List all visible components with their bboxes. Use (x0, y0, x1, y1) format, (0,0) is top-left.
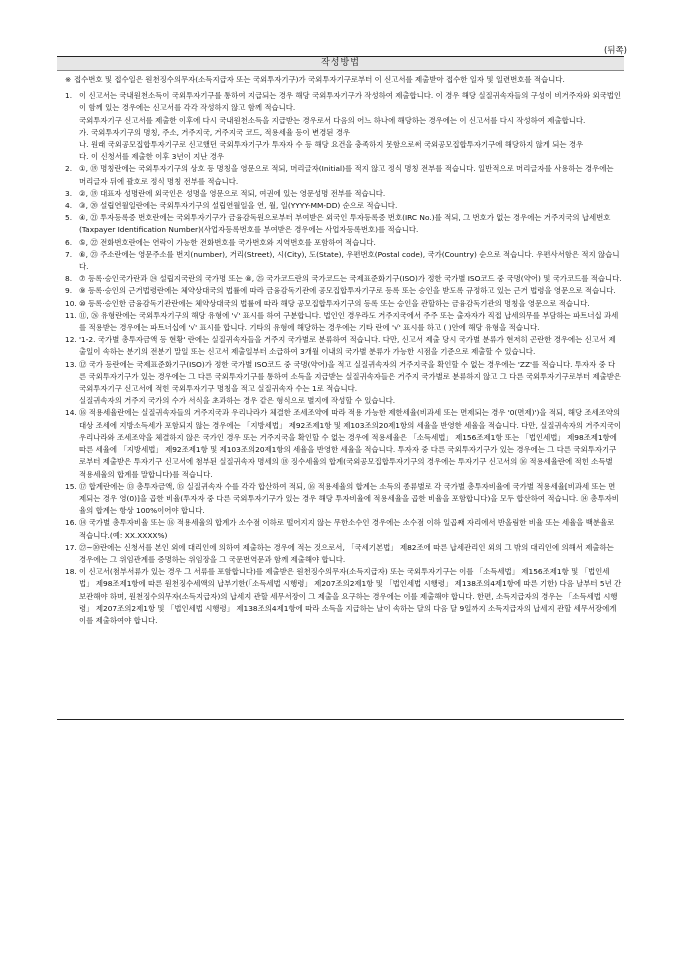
sub-item-text: 국외투자기구의 명칭, 주소, 거주지국, 거주지국 코드, 적용세율 등이 변경된 경우 (91, 127, 351, 137)
item-body (79, 334, 622, 358)
item-paragraph: ⑯ 적용세율란에는 실질귀속자들의 거주지국과 우리나라가 체결한 조세조약에 따라 적용 가능한 제한세율(비과세 또는 면제되는 경우 '0(면제)')을 적되, 해당 조세조약의 대상 조세에 지방소득세가 포함되지 않는 경우에는 「지방세법」 제92조제1항 및 제103조의20제1항의 세율을 반영한 세율을 적습니다. 다만, 실질귀속자의 거주지국이 우리나라와 조세조약을 체결하지 않은 국가인 경우 또는 거주지국을 확인할 수 없는 경우에 적용세율은 「소득세법」 제156조제1항 또는 「법인세법」 제98조제1항에 따른 세율에 「지방세법」 제92조제1항 및 제103조의20제1항의 세율을 반영한 세율을 적습니다. 투자자 중 다른 국외투자기구가 있는 경우에는 그 다른 국외투자기구로부터 제출받은 투자기구 신고서에 첨부된 실질귀속자 명세의 ⑱ 징수세율의 합계(국외공모집합투자기구의 경우에는 투자기구 신고서의 ⑯ 적용세율란에 적힌 소득별 적용세율의 합계를 말합니다)를 적습니다. (79, 408, 622, 479)
item-number: 17. (65, 542, 77, 552)
item-number: 7. (65, 249, 73, 259)
sub-item (79, 139, 622, 151)
item-body (79, 407, 622, 480)
instruction-item (65, 407, 622, 480)
instruction-list (65, 90, 622, 627)
instruction-item (65, 517, 622, 541)
item-paragraph: ⑤, ㉒ 전화번호란에는 연락이 가능한 전화번호를 국가번호와 지역번호를 포함하여 적습니다. (79, 237, 376, 247)
item-number: 5. (65, 213, 73, 223)
item-paragraph: ⑦ 등록·승인국가란과 ㉔ 설립지국란의 국가명 또는 ⑧, ㉕ 국가코드란의 국가코드는 국제표준화기구(ISO)가 정한 국가별 ISO코드 중 국명(약어) 및 국가코드를 적습니다. (79, 274, 622, 284)
instruction-item (65, 90, 622, 163)
item-paragraph: ②, ⑲ 대표자 성명란에 외국인은 성명을 영문으로 적되, 여권에 있는 영문성명 전부를 적습니다. (79, 188, 386, 198)
item-body (79, 566, 622, 627)
sub-item-mark: 나. (79, 140, 89, 150)
item-body (79, 298, 622, 310)
item-number: 9. (65, 286, 73, 296)
item-number: 2. (65, 164, 73, 174)
instruction-item (65, 298, 622, 310)
item-body (79, 237, 622, 249)
sub-item (79, 127, 622, 139)
item-paragraph: ⑫ 국가 등란에는 국제표준화기구(ISO)가 정한 국가별 ISO코드 중 국명(약어)을 적고 실질귀속자의 거주지국을 확인할 수 없는 경우에는 'ZZ'를 적습니다. 투자자 중 다른 국외투자기구가 있는 경우에는 그 다른 국외투자기구를 통하여 소득을 지급받는 실질귀속자들은 거주지 국가별로 분류하지 않고 그 다른 국외투자기구로부터 제출받은 국외투자기구 신고서에 적힌 국외투자기구 명칭을 적고 실질귀속자 수는 1로 적습니다. (79, 359, 622, 394)
note-mark: ※ (65, 75, 72, 84)
item-body (79, 481, 622, 518)
instruction-item (65, 334, 622, 358)
item-paragraph: ⑪, ㉖ 유형란에는 국외투자기구의 해당 유형에 '√' 표시를 하여 구분합니다. 법인인 경우라도 거주지국에서 주주 또는 출자자가 직접 납세의무를 부담하는 파트너십 과세를 적용받는 경우에는 파트너십에 '√' 표시를 합니다. 기타의 유형에 해당하는 경우에는 기타 란에 '√' 표시를 하고 ( )안에 해당 유형을 적습니다. (79, 310, 619, 333)
item-paragraph: ⑥, ㉓ 주소란에는 영문주소를 번지(number), 거리(Street), 시(City), 도(State), 우편번호(Postal code), 국가(Country) 순으로 적습니다. 우편사서함은 적지 않습니다. (79, 249, 620, 272)
item-paragraph: ④, ㉑ 투자등록증 번호란에는 국외투자기구가 금융감독원으로부터 부여받은 외국인 투자등록증 번호(IRC No.)를 적되, 그 번호가 없는 경우에는 거주지국의 납세번호(Taxpayer Identification Number)(사업자등록번호를 부여받은 경우에는 사업자등록번호)를 적습니다. (79, 213, 611, 235)
instruction-item (65, 359, 622, 408)
instruction-item (65, 566, 622, 627)
sub-item-text: 이 신청서를 제출한 이후 3년이 지난 경우 (91, 152, 225, 162)
item-paragraph: 이 신고서는 국내원천소득이 국외투자기구를 통하여 지급되는 경우 해당 국외투자기구가 작성하여 제출합니다. 이 경우 해당 실질귀속자들의 구성이 비거주자와 외국법인이 함께 있는 경우에는 신고서를 각각 작성하지 않고 함께 적습니다. (79, 91, 622, 113)
note-text: 접수번호 및 접수일은 원천징수의무자(소득지급자 또는 국외투자기구)가 국외투자기구로부터 이 신고서를 제출받아 접수한 일자 및 일련번호를 적습니다. (74, 75, 565, 84)
item-number: 13. (65, 359, 77, 369)
item-paragraph: ①, ⑲ 명칭란에는 국외투자기구의 상호 등 명칭을 영문으로 적되, 머리글자(Initial)를 적지 않고 정식 명칭 전부를 적습니다. 일반적으로 머리글자를 사용하는 경우에는 머리글자 뒤에 괄호로 정식 명칭 전부를 적습니다. (79, 164, 614, 186)
item-body (79, 212, 622, 236)
sub-item (79, 151, 622, 163)
item-body (79, 517, 622, 541)
item-number: 18. (65, 567, 77, 577)
item-paragraph: 국외투자기구 신고서를 제출한 이후에 다시 국내원천소득을 지급받는 경우로서 다음의 어느 하나에 해당하는 경우에는 이 신고서를 다시 작성하여 제출합니다. (79, 115, 586, 125)
item-number: 11. (65, 310, 77, 320)
item-paragraph: ③, ⑳ 설립연월일란에는 국외투자기구의 설립연월일을 연, 월, 일(YYYY-MM-DD) 순으로 적습니다. (79, 201, 398, 211)
sub-item-text: 원래 국외공모집합투자기구로 신고했던 국외투자기구가 투자자 수 등 해당 요건을 충족하지 못함으로써 국외공모집합투자기구에 해당하지 않게 되는 경우 (91, 140, 584, 150)
item-body (79, 200, 622, 212)
item-paragraph: 실질귀속자의 거주지 국가의 수가 서식을 초과하는 경우 같은 형식으로 별지에 작성할 수 있습니다. (79, 396, 396, 406)
instruction-item (65, 237, 622, 249)
sub-item-mark: 가. (79, 127, 89, 137)
instruction-item (65, 212, 622, 236)
item-number: 3. (65, 188, 73, 198)
instruction-item (65, 481, 622, 518)
item-number: 12. (65, 335, 77, 345)
note (65, 74, 622, 86)
item-number: 6. (65, 237, 73, 247)
item-body (79, 90, 622, 163)
instructions-box (57, 56, 624, 720)
instruction-item (65, 163, 622, 187)
item-body (79, 163, 622, 187)
item-number: 15. (65, 481, 77, 491)
page-label: (뒤쪽) (603, 46, 627, 56)
item-body (79, 542, 622, 566)
item-number: 10. (65, 298, 77, 308)
item-paragraph: ⑩ 등록·승인한 금융감독기관란에는 체약상대국의 법률에 따라 해당 공모집합투자기구의 등록 또는 승인을 관할하는 금융감독기관의 명칭을 영문으로 적습니다. (79, 298, 590, 308)
item-body (79, 359, 622, 408)
sub-item-mark: 다. (79, 152, 89, 162)
item-paragraph: 이 신고서(첨부서류가 있는 경우 그 서류를 포함합니다)를 제출받은 원천징수의무자(소득지급자) 또는 국외투자기구는 이를 「소득세법」 제156조제1항 및 「법인세법」 제98조제1항에 따른 원천징수세액의 납부기한(「소득세법 시행령」 제207조의2제1항 및 「법인세법 시행령」 제138조의4제1항에 따른 기한) 다음 날부터 5년 간 보관해야 하며, 원천징수의무자(소득지급자)의 납세지 관할 세무서장이 그 제출을 요구하는 경우에는 이를 제출해야 합니다. 한편, 소득지급자의 경우는 「소득세법 시행령」 제207조의2제1항 및 「법인세법 시행령」 제138조의4제1항에 따라 소득을 지급하는 날이 속하는 달의 다음 달 9일까지 소득지급자의 납세지 관할 세무서장에게 이를 제출하여야 합니다. (79, 567, 622, 625)
instruction-item (65, 188, 622, 200)
instruction-item (65, 285, 622, 297)
item-paragraph: ⑭ 국가별 총투자비율 또는 ⑯ 적용세율의 합계가 소수점 이하로 떨어지지 않는 무한소수인 경우에는 소수점 이하 일곱째 자리에서 반올림한 비율 또는 세율을 백분율로 적습니다.(예: XX.XXXX%) (79, 518, 615, 540)
instruction-item (65, 310, 622, 334)
item-paragraph: '1-2. 국가별 총투자금액 등 현황' 란에는 실질귀속자들을 거주지 국가별로 분류하여 적습니다. 다만, 신고서 제출 당시 국가별 분류가 현저히 곤란한 경우에는 신고서 제출일이 속하는 분기의 전분기 말일 또는 신고서 제출일부터 소급하여 3개월 이내의 국가별 분류가 가능한 시점을 기준으로 제출할 수 있습니다. (79, 335, 616, 357)
section-title: 작성방법 (57, 57, 624, 71)
item-body (79, 273, 622, 285)
instruction-item (65, 542, 622, 566)
item-body (79, 310, 622, 334)
item-body (79, 188, 622, 200)
item-paragraph: ⑰ 합계란에는 ⑬ 총투자금액, ⑮ 실질귀속자 수를 각각 합산하여 적되, ⑯ 적용세율의 합계는 소득의 종류별로 각 국가별 총투자비율에 국가별 적용세율[비과세 또는 면제되는 경우 영(0)]을 곱한 비율(투자자 중 다른 국외투자기구가 있는 경우 해당 투자비율에 적용세율을 곱한 비율을 포함합니다)을 모두 합산하여 적습니다. ⑭ 총투자비율의 합계는 항상 100%이어야 합니다. (79, 481, 619, 516)
item-paragraph: ⑨ 등록·승인의 근거법령란에는 체약상대국의 법률에 따라 금융감독기관에 공모집합투자기구로 등록 또는 승인을 받도록 규정하고 있는 근거 법령을 영문으로 적습니다. (79, 286, 616, 296)
instruction-item (65, 200, 622, 212)
instructions-content (57, 71, 624, 627)
instruction-item (65, 273, 622, 285)
item-number: 8. (65, 274, 73, 284)
item-number: 4. (65, 201, 73, 211)
item-body (79, 249, 622, 273)
instruction-item (65, 249, 622, 273)
item-number: 14. (65, 408, 77, 418)
item-paragraph: ㉗~㉚란에는 신청서를 본인 외에 대리인에 의하여 제출하는 경우에 적는 것으로서, 「국세기본법」 제82조에 따른 납세관리인 외의 그 밖의 대리인에 의해서 제출하는 경우에는 그 위임관계를 증명하는 위임장을 그 국문번역문과 함께 제출해야 합니다. (79, 542, 614, 564)
item-body (79, 285, 622, 297)
item-number: 16. (65, 518, 77, 528)
item-number: 1. (65, 91, 73, 101)
